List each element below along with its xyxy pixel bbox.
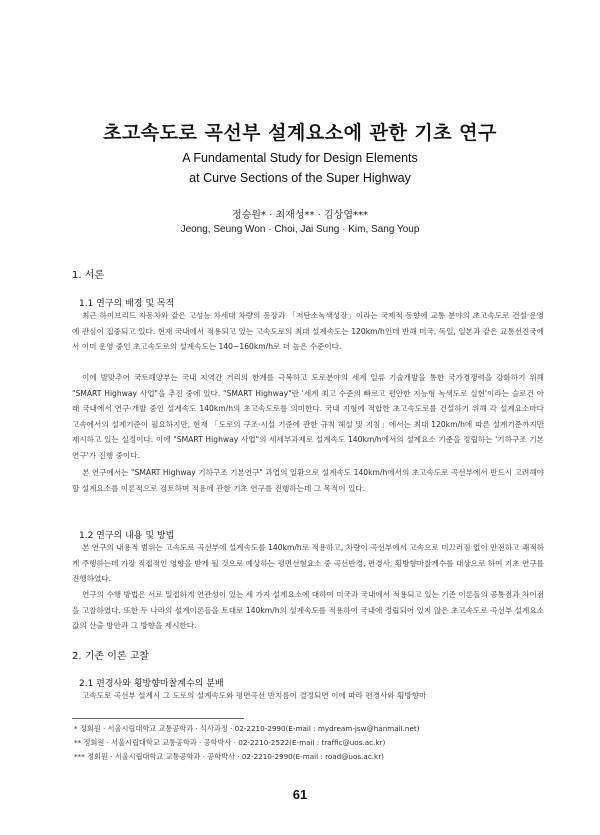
paper-title-korean: 초고속도로 곡선부 설계요소에 관한 기초 연구 xyxy=(103,122,497,144)
section-1-2-heading: 1.2 연구의 내용 및 방법 xyxy=(79,531,175,541)
footnote-author-3: *** 정회원 · 서울시립대학교 교통공학과 · 공학박사 · 02-2210-2990(E-mail : road@uos.ac.kr) xyxy=(74,752,384,761)
authors-korean: 정승원* · 최재성** · 김상엽*** xyxy=(231,210,368,221)
section-1-1-paragraph-2: 이에 발맞추어 국토해양부는 국내 지역간 거리의 한계를 극복하고 도로분야의 세계 일류 기술개발을 통한 국가경쟁력을 강화하기 위해 "SMART Highway 사업"을 추진 중에 있다. "SMART Highway"란 '세계 최고 수준의 빠르고 편안한 지능형 녹색도로 실현'이라는 슬로건 아래 국내에서 연구·개발 중인 설계속도 140km/h의 초고속도로를 의미한다. 국내 지형에 적합한 초고속도로를 건설하기 위해 각 설계요소마다 고속에서의 설계기준이 필요하지만, 현재 「도로의 구조·시설 기준에 관한 규칙 해설 및 지침」에서는 최대 120km/h에 따른 설계기준까지만 제시하고 있는 실정이다. 이에 "SMART Highway 사업"의 세세부과제로 설계속도 140km/h에서의 설계요소 기준을 정립하는 '기하구조 기본연구'가 진행 중이다. xyxy=(72,373,544,460)
section-1-1-paragraph-1: 최근 하이브리드 자동차와 같은 고성능 차세대 차량의 등장과 「저탄소녹색성장」이라는 국제적 동향에 교통 분야의 초고속도로 건설·운영에 관심이 집중되고 있다. 현재 국내에서 적용되고 있는 고속도로의 최대 설계속도는 120km/h인데 반해 미국, 독일, 일본과 같은 교통선진국에서 이미 운영 중인 초고속도로의 설계속도는 140~160km/h로 더 높은 수준이다. xyxy=(72,311,544,351)
section-1-1-paragraph-3: 본 연구에서는 "SMART Highway 기하구조 기본연구" 과업의 일환으로 설계속도 140km/h에서의 초고속도로 곡선부에서 반드시 고려해야 할 설계요소를 이론적으로 검토하며 적용에 관한 기초 연구를 진행하는데 그 목적이 있다. xyxy=(72,468,544,493)
section-1-1-heading: 1.1 연구의 배경 및 목적 xyxy=(79,299,175,309)
section-1-2-paragraph-2: 연구의 수행 방법은 서로 밀접하게 연관성이 있는 세 가지 설계요소에 대하여 미국과 국내에서 적용되고 있는 기존 이론들의 공통점과 차이점을 고찰하였다. 또한 두 나라의 설계이론들을 토대로 140km/h의 설계속도를 적용하여 국내에 정립되어 있지 않은 초고속도로 곡선부 설계요소 값의 산출 방안과 그 방향을 제시한다. xyxy=(72,590,544,630)
section-1-heading: 1. 서론 xyxy=(72,270,105,281)
footnote-divider xyxy=(72,718,244,719)
footnote-author-1: * 정회원 · 서울시립대학교 교통공학과 · 석사과정 · 02-2210-2990(E-mail : mydream-jsw@hanmail.net) xyxy=(74,724,420,733)
section-2-1-paragraph-1: 고속도로 곡선부 설계시 그 도로의 설계속도와 평면곡선 반지름이 결정되면 이에 따라 편경사와 횡방향마 xyxy=(82,691,427,700)
paper-title-english-line2: at Curve Sections of the Super Highway xyxy=(189,171,411,185)
authors-english: Jeong, Seung Won · Choi, Jai Sung · Kim, Sang Youp xyxy=(180,224,420,235)
section-1-2-paragraph-1: 본 연구의 내용적 범위는 고속도로 곡선부에 설계속도를 140km/h로 적용하고, 차량이 곡선부에서 고속으로 미끄러짐 없이 안전하고 쾌적하게 주행하는데 가장 직접적인 영향을 받게 될 것으로 예상하는 평면선형요소 중 곡선반경, 편경사, 횡방향마찰계수를 대상으로 하여 기초 연구를 진행하였다. xyxy=(72,543,544,583)
page-number: 61 xyxy=(292,787,308,802)
section-2-heading: 2. 기존 이론 고찰 xyxy=(72,651,150,662)
section-2-1-heading: 2.1 편경사와 횡방향마찰계수의 분배 xyxy=(79,679,224,689)
footnote-author-2: ** 정회원 · 서울시립대학교 교통공학과 · 공학박사 · 02-2210-2522(E-mail : traffic@uos.ac.kr) xyxy=(74,738,386,747)
paper-title-english-line1: A Fundamental Study for Design Elements xyxy=(182,151,418,165)
